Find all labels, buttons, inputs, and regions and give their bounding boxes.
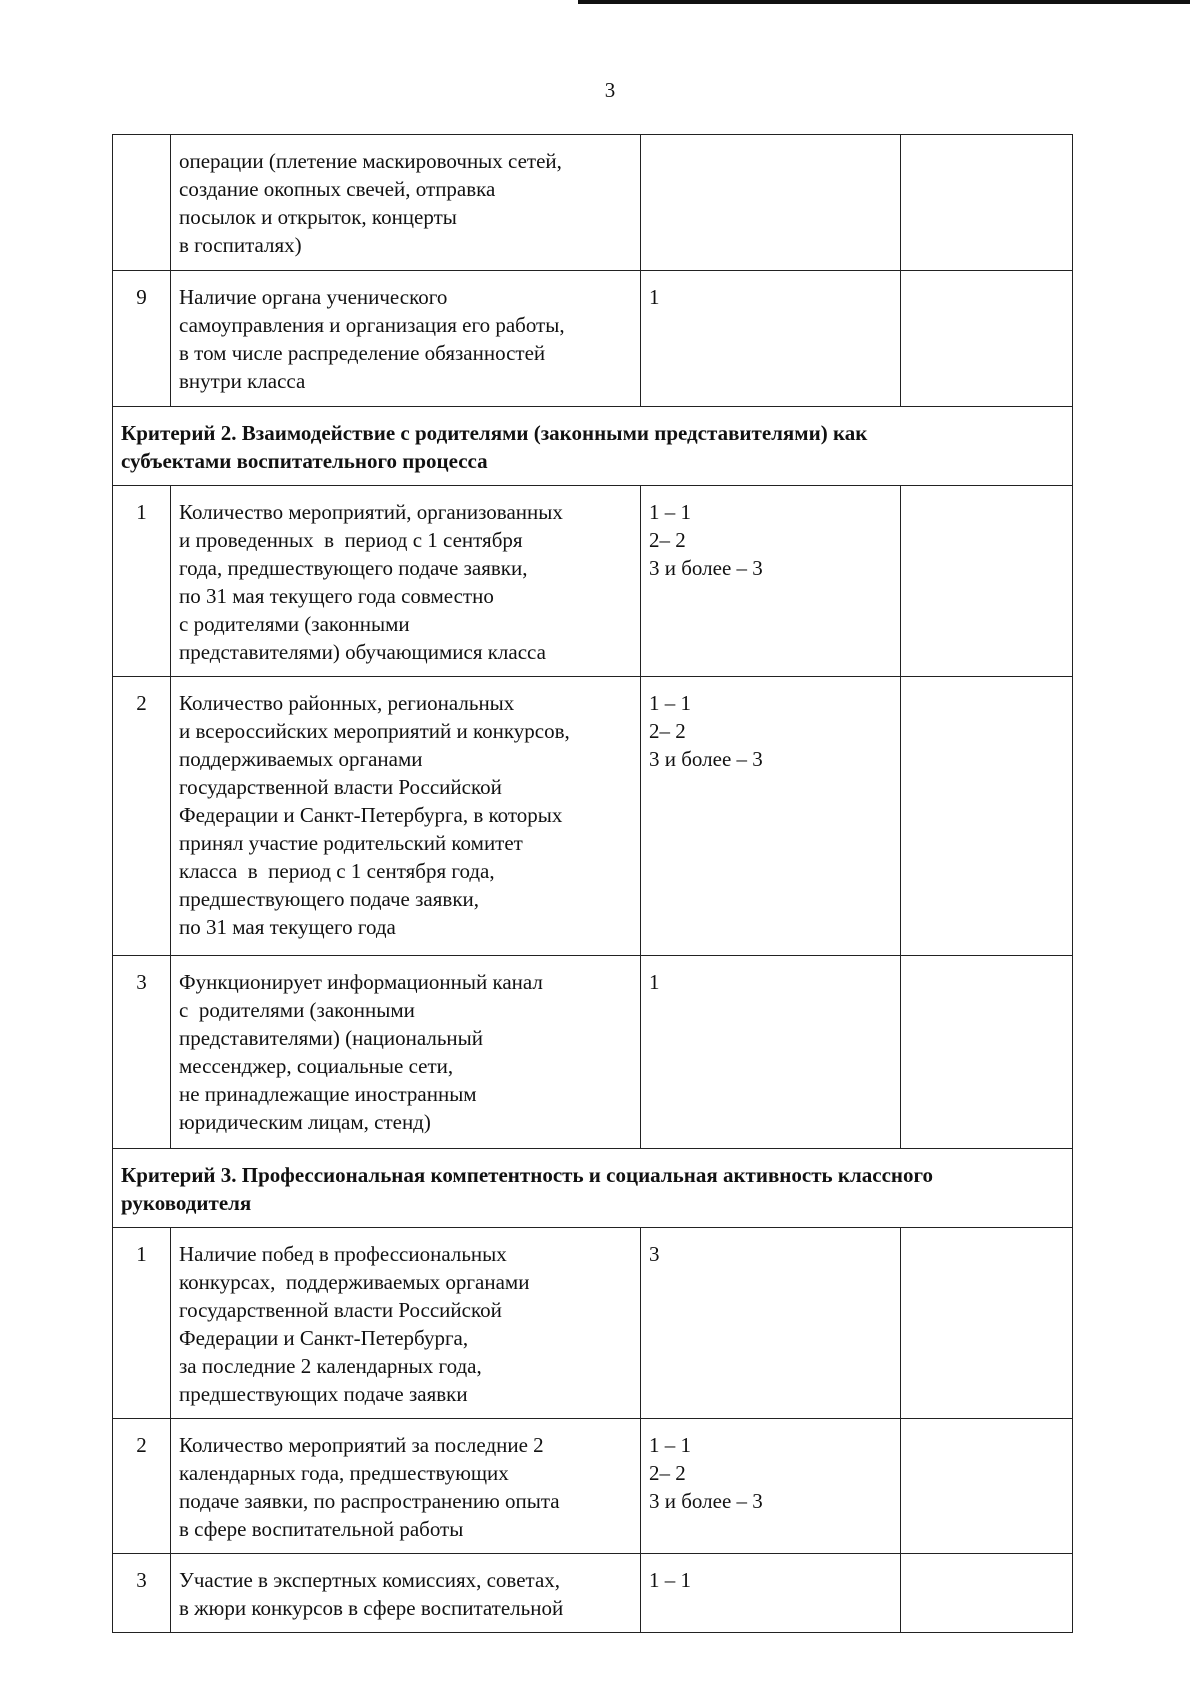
score-cell	[901, 677, 1073, 956]
text-line: Критерий 3. Профессиональная компетентность и социальная активность классного	[121, 1163, 934, 1187]
text-line: Федерации и Санкт-Петербурга, в которых	[179, 803, 563, 827]
text-line: года, предшествующего подаче заявки,	[179, 556, 528, 580]
indicator-description	[171, 1228, 641, 1419]
text-line: юридическим лицам, стенд)	[179, 1110, 431, 1134]
text-line: 1	[649, 970, 660, 994]
table-row	[113, 1554, 1073, 1633]
text-line: и всероссийских мероприятий и конкурсов,	[179, 719, 570, 743]
table-row	[113, 271, 1073, 407]
text-line: календарных года, предшествующих	[179, 1461, 509, 1485]
score-cell	[901, 1419, 1073, 1554]
text-line: 1 – 1	[649, 1568, 691, 1592]
text-line: Количество мероприятий, организованных	[179, 500, 563, 524]
text-line: руководителя	[121, 1191, 252, 1215]
text-line: представителями) (национальный	[179, 1026, 484, 1050]
text-line: 1	[649, 285, 660, 309]
criterion-title	[113, 1149, 1073, 1228]
points-scale	[641, 1419, 901, 1554]
text-line: поддерживаемых органами	[179, 747, 423, 771]
criteria-table	[112, 134, 1073, 1633]
table-row	[113, 486, 1073, 677]
item-number: 9	[113, 271, 171, 407]
text-line: Количество мероприятий за последние 2	[179, 1433, 544, 1457]
criterion-title	[113, 407, 1073, 486]
points-scale	[641, 1228, 901, 1419]
top-rule	[578, 0, 1190, 4]
text-line: операции (плетение маскировочных сетей,	[179, 149, 562, 173]
text-line: 1 – 1	[649, 691, 691, 715]
text-line: создание окопных свечей, отправка	[179, 177, 496, 201]
text-line: за последние 2 календарных года,	[179, 1354, 482, 1378]
text-line: в сфере воспитательной работы	[179, 1517, 464, 1541]
table-row	[113, 1228, 1073, 1419]
criteria-table-body	[113, 135, 1073, 1633]
score-cell	[901, 1554, 1073, 1633]
page-number: 3	[604, 78, 616, 102]
points-scale	[641, 677, 901, 956]
text-line: Федерации и Санкт-Петербурга,	[179, 1326, 469, 1350]
item-number: 2	[113, 677, 171, 956]
text-line: 1 – 1	[649, 500, 691, 524]
points-scale	[641, 956, 901, 1149]
text-line: подаче заявки, по распространению опыта	[179, 1489, 560, 1513]
text-line: класса в период с 1 сентября года,	[179, 859, 495, 883]
text-line: мессенджер, социальные сети,	[179, 1054, 454, 1078]
text-line: посылок и открыток, концерты	[179, 205, 457, 229]
item-number: 3	[113, 1554, 171, 1633]
table-row	[113, 135, 1073, 271]
table-row	[113, 1419, 1073, 1554]
text-line: с родителями (законными	[179, 998, 415, 1022]
text-line: Наличие побед в профессиональных	[179, 1242, 507, 1266]
text-line: 2– 2	[649, 528, 686, 552]
item-number: 1	[113, 1228, 171, 1419]
text-line: по 31 мая текущего года	[179, 915, 396, 939]
text-line: 2– 2	[649, 719, 686, 743]
text-line: государственной власти Российской	[179, 775, 502, 799]
points-scale	[641, 486, 901, 677]
table-row	[113, 677, 1073, 956]
indicator-description	[171, 1554, 641, 1633]
item-number: 1	[113, 486, 171, 677]
indicator-description	[171, 677, 641, 956]
indicator-description	[171, 271, 641, 407]
points-scale	[641, 271, 901, 407]
text-line: принял участие родительский комитет	[179, 831, 523, 855]
text-line: в жюри конкурсов в сфере воспитательной	[179, 1596, 564, 1620]
text-line: предшествующих подаче заявки	[179, 1382, 468, 1406]
criterion-header-row	[113, 1149, 1073, 1228]
item-number: 2	[113, 1419, 171, 1554]
text-line: и проведенных в период с 1 сентября	[179, 528, 523, 552]
text-line: в том числе распределение обязанностей	[179, 341, 546, 365]
points-scale	[641, 135, 901, 271]
text-line: Наличие органа ученического	[179, 285, 448, 309]
text-line: конкурсах, поддерживаемых органами	[179, 1270, 530, 1294]
indicator-description	[171, 1419, 641, 1554]
text-line: в госпиталях)	[179, 233, 302, 257]
text-line: 3 и более – 3	[649, 556, 763, 580]
text-line: 2– 2	[649, 1461, 686, 1485]
item-number	[113, 135, 171, 271]
score-cell	[901, 486, 1073, 677]
score-cell	[901, 1228, 1073, 1419]
text-line: Участие в экспертных комиссиях, советах,	[179, 1568, 561, 1592]
criterion-header-row	[113, 407, 1073, 486]
text-line: самоуправления и организация его работы,	[179, 313, 565, 337]
text-line: представителями) обучающимися класса	[179, 640, 546, 664]
indicator-description	[171, 486, 641, 677]
text-line: с родителями (законными	[179, 612, 410, 636]
text-line: 3 и более – 3	[649, 1489, 763, 1513]
text-line: внутри класса	[179, 369, 306, 393]
score-cell	[901, 135, 1073, 271]
text-line: государственной власти Российской	[179, 1298, 502, 1322]
item-number: 3	[113, 956, 171, 1149]
text-line: 1 – 1	[649, 1433, 691, 1457]
text-line: субъектами воспитательного процесса	[121, 449, 488, 473]
text-line: 3 и более – 3	[649, 747, 763, 771]
table-row	[113, 956, 1073, 1149]
text-line: Количество районных, региональных	[179, 691, 515, 715]
indicator-description	[171, 956, 641, 1149]
text-line: Критерий 2. Взаимодействие с родителями (законными представителями) как	[121, 421, 868, 445]
text-line: по 31 мая текущего года совместно	[179, 584, 494, 608]
score-cell	[901, 956, 1073, 1149]
text-line: предшествующего подаче заявки,	[179, 887, 480, 911]
indicator-description	[171, 135, 641, 271]
text-line: не принадлежащие иностранным	[179, 1082, 477, 1106]
score-cell	[901, 271, 1073, 407]
text-line: 3	[649, 1242, 660, 1266]
points-scale	[641, 1554, 901, 1633]
text-line: Функционирует информационный канал	[179, 970, 543, 994]
